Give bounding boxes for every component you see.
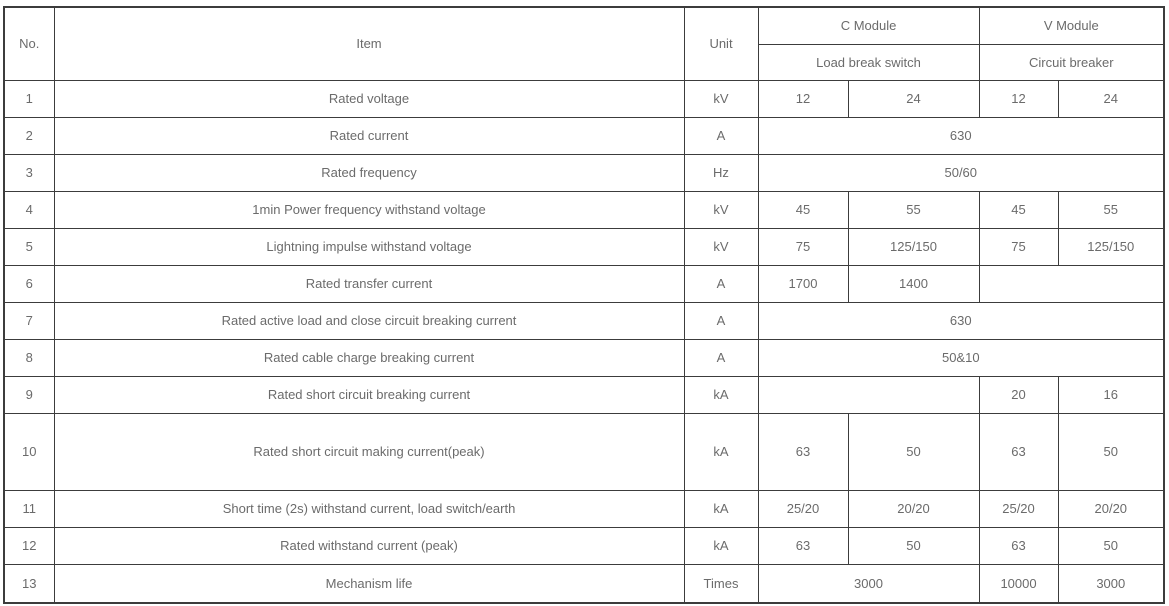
cell-item: 1min Power frequency withstand voltage xyxy=(54,191,684,228)
cell-unit: A xyxy=(684,265,758,302)
cell-unit: Hz xyxy=(684,154,758,191)
table-row xyxy=(4,191,1164,228)
cell-unit: A xyxy=(684,302,758,339)
cell-unit: Times xyxy=(684,564,758,603)
cell-no: 3 xyxy=(4,154,54,191)
table-row xyxy=(4,339,1164,376)
cell-unit: kV xyxy=(684,80,758,117)
header-row-modules xyxy=(4,7,1164,44)
cell-unit: kA xyxy=(684,413,758,490)
table-row xyxy=(4,413,1164,490)
cell-item: Rated transfer current xyxy=(54,265,684,302)
table-row xyxy=(4,80,1164,117)
cell-no: 2 xyxy=(4,117,54,154)
cell-value xyxy=(979,265,1164,302)
cell-value: 50&10 xyxy=(758,339,1164,376)
cell-no: 4 xyxy=(4,191,54,228)
cell-no: 7 xyxy=(4,302,54,339)
table-row xyxy=(4,117,1164,154)
cell-item: Short time (2s) withstand current, load switch/earth xyxy=(54,490,684,527)
col-header-item: Item xyxy=(54,7,684,80)
cell-value: 630 xyxy=(758,302,1164,339)
cell-value: 3000 xyxy=(1058,564,1164,603)
cell-value xyxy=(758,376,979,413)
cell-value: 50 xyxy=(848,527,979,564)
table-row xyxy=(4,154,1164,191)
table-row xyxy=(4,265,1164,302)
cell-value: 1400 xyxy=(848,265,979,302)
cell-value: 20 xyxy=(979,376,1058,413)
cell-value: 50 xyxy=(1058,527,1164,564)
table-row xyxy=(4,490,1164,527)
cell-value: 45 xyxy=(979,191,1058,228)
cell-value: 50 xyxy=(848,413,979,490)
cell-no: 12 xyxy=(4,527,54,564)
cell-value: 630 xyxy=(758,117,1164,154)
cell-value: 125/150 xyxy=(848,228,979,265)
cell-value: 24 xyxy=(1058,80,1164,117)
cell-item: Rated voltage xyxy=(54,80,684,117)
table-body xyxy=(4,80,1164,603)
cell-unit: kV xyxy=(684,191,758,228)
table-row xyxy=(4,302,1164,339)
cell-no: 9 xyxy=(4,376,54,413)
cell-unit: A xyxy=(684,117,758,154)
cell-no: 5 xyxy=(4,228,54,265)
cell-value: 12 xyxy=(979,80,1058,117)
cell-value: 1700 xyxy=(758,265,848,302)
col-header-no: No. xyxy=(4,7,54,80)
cell-value: 45 xyxy=(758,191,848,228)
col-header-v-module: V Module xyxy=(979,7,1164,44)
cell-value: 50/60 xyxy=(758,154,1164,191)
cell-value: 25/20 xyxy=(979,490,1058,527)
cell-value: 55 xyxy=(1058,191,1164,228)
cell-item: Rated active load and close circuit breaking current xyxy=(54,302,684,339)
cell-no: 1 xyxy=(4,80,54,117)
cell-no: 13 xyxy=(4,564,54,603)
cell-value: 24 xyxy=(848,80,979,117)
cell-value: 16 xyxy=(1058,376,1164,413)
cell-no: 8 xyxy=(4,339,54,376)
cell-item: Lightning impulse withstand voltage xyxy=(54,228,684,265)
cell-item: Rated current xyxy=(54,117,684,154)
table-row xyxy=(4,564,1164,603)
table-row xyxy=(4,376,1164,413)
cell-unit: kA xyxy=(684,376,758,413)
cell-value: 20/20 xyxy=(1058,490,1164,527)
cell-no: 11 xyxy=(4,490,54,527)
cell-unit: kV xyxy=(684,228,758,265)
cell-item: Rated short circuit breaking current xyxy=(54,376,684,413)
cell-value: 12 xyxy=(758,80,848,117)
cell-no: 6 xyxy=(4,265,54,302)
cell-item: Rated cable charge breaking current xyxy=(54,339,684,376)
col-header-c-module: C Module xyxy=(758,7,979,44)
switchgear-spec-table xyxy=(3,6,1165,604)
cell-value: 63 xyxy=(979,527,1058,564)
cell-unit: kA xyxy=(684,527,758,564)
cell-item: Rated withstand current (peak) xyxy=(54,527,684,564)
cell-unit: A xyxy=(684,339,758,376)
cell-value: 75 xyxy=(758,228,848,265)
cell-value: 63 xyxy=(979,413,1058,490)
cell-value: 50 xyxy=(1058,413,1164,490)
cell-value: 3000 xyxy=(758,564,979,603)
cell-value: 20/20 xyxy=(848,490,979,527)
col-header-unit: Unit xyxy=(684,7,758,80)
table-header xyxy=(4,7,1164,80)
table-row xyxy=(4,228,1164,265)
cell-item: Rated short circuit making current(peak) xyxy=(54,413,684,490)
col-header-load-break-switch: Load break switch xyxy=(758,44,979,80)
cell-value: 25/20 xyxy=(758,490,848,527)
cell-value: 63 xyxy=(758,413,848,490)
col-header-circuit-breaker: Circuit breaker xyxy=(979,44,1164,80)
cell-value: 125/150 xyxy=(1058,228,1164,265)
cell-no: 10 xyxy=(4,413,54,490)
cell-value: 63 xyxy=(758,527,848,564)
cell-item: Mechanism life xyxy=(54,564,684,603)
cell-value: 55 xyxy=(848,191,979,228)
cell-unit: kA xyxy=(684,490,758,527)
table-row xyxy=(4,527,1164,564)
cell-value: 75 xyxy=(979,228,1058,265)
cell-value: 10000 xyxy=(979,564,1058,603)
cell-item: Rated frequency xyxy=(54,154,684,191)
